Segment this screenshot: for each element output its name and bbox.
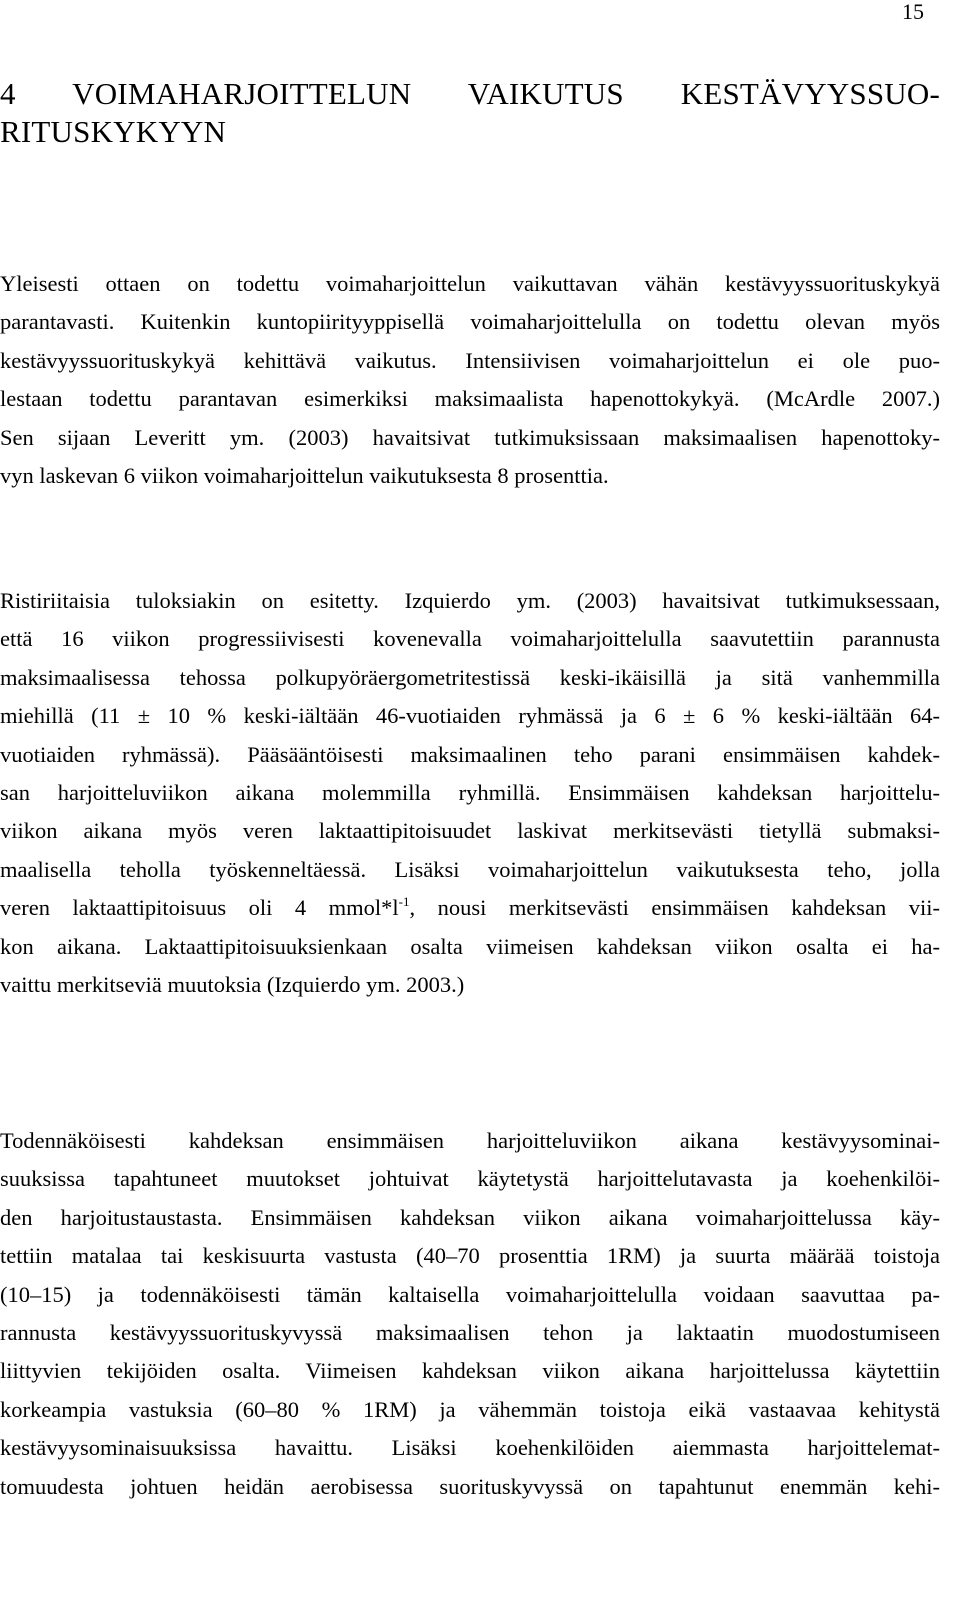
page-number: 15 xyxy=(902,0,924,24)
paragraph-line: vuotiaiden ryhmässä). Pääsääntöisesti maksimaalinen teho parani ensimmäisen kahdek- xyxy=(0,741,940,767)
paragraph-line: viikon aikana myös veren laktaattipitoisuudet laskivat merkitsevästi tietyllä submaksi- xyxy=(0,818,940,844)
paragraph-line: tettiin matalaa tai keskisuurta vastusta (40–70 prosenttia 1RM) ja suurta määrää toistoja xyxy=(0,1243,940,1269)
chapter-heading xyxy=(0,66,940,150)
paragraph-line: maksimaalisessa tehossa polkupyöräergometritestissä keski-ikäisillä ja sitä vanhemmilla xyxy=(0,664,940,690)
paragraph-line: Yleisesti ottaen on todettu voimaharjoittelun vaikuttavan vähän kestävyyssuorituskykyä xyxy=(0,271,940,296)
paragraph-line: parantavasti. Kuitenkin kuntopiirityyppisellä voimaharjoittelulla on todettu olevan myös xyxy=(0,309,940,335)
paragraph-line: liittyvien tekijöiden osalta. Viimeisen kahdeksan viikon aikana harjoittelussa käytettiin xyxy=(0,1358,940,1384)
chapter-heading-line-2: RITUSKYKYYN xyxy=(0,114,227,150)
paragraph-line: tomuudesta johtuen heidän aerobisessa suorituskyvyssä on tapahtunut enemmän kehi- xyxy=(0,1473,940,1499)
paragraph-line: vyn laskevan 6 viikon voimaharjoittelun vaikutuksesta 8 prosenttia. xyxy=(0,462,609,488)
paragraph-line: lestaan todettu parantavan esimerkiksi maksimaalista hapenottokykyä. (McArdle 2007.) xyxy=(0,386,940,412)
line-text: veren laktaattipitoisuus oli 4 mmol*l xyxy=(0,895,399,921)
paragraph-line: kestävyyssuorituskykyä kehittävä vaikutus. Intensiivisen voimaharjoittelun ei ole puo- xyxy=(0,347,940,373)
paragraph-line: vaittu merkitseviä muutoksia (Izquierdo ym. 2003.) xyxy=(0,971,465,997)
paragraph-line: miehillä (11 ± 10 % keski-iältään 46-vuotiaiden ryhmässä ja 6 ± 6 % keski-iältään 64- xyxy=(0,703,940,729)
superscript: -1 xyxy=(398,894,410,910)
chapter-heading-line-1: 4 VOIMAHARJOITTELUN VAIKUTUS KESTÄVYYSSUO- xyxy=(0,76,940,111)
paragraph-line: suuksissa tapahtuneet muutokset johtuivat käytetystä harjoittelutavasta ja koehenkilöi- xyxy=(0,1166,940,1192)
paragraph-line: korkeampia vastuksia (60–80 % 1RM) ja vähemmän toistoja eikä vastaavaa kehitystä xyxy=(0,1396,940,1422)
paragraph-line-with-superscript xyxy=(0,889,940,927)
paragraph-line: san harjoitteluviikon aikana molemmilla ryhmillä. Ensimmäisen kahdeksan harjoittelu- xyxy=(0,779,940,805)
paragraph-2 xyxy=(0,582,940,1004)
paragraph-line: maalisella teholla työskenneltäessä. Lisäksi voimaharjoittelun vaikutuksesta teho, jolla xyxy=(0,856,940,882)
paragraph-1 xyxy=(0,265,940,495)
paragraph-line: kon aikana. Laktaattipitoisuuksienkaan osalta viimeisen kahdeksan viikon osalta ei ha- xyxy=(0,933,940,959)
paragraph-3 xyxy=(0,1122,940,1506)
paragraph-line: kestävyysominaisuuksissa havaittu. Lisäksi koehenkilöiden aiemmasta harjoittelemat- xyxy=(0,1435,940,1461)
paragraph-line: rannusta kestävyyssuorituskyvyssä maksimaalisen tehon ja laktaatin muodostumiseen xyxy=(0,1319,940,1345)
paragraph-line: (10–15) ja todennäköisesti tämän kaltaisella voimaharjoittelulla voidaan saavuttaa pa- xyxy=(0,1281,940,1307)
paragraph-line: Sen sijaan Leveritt ym. (2003) havaitsivat tutkimuksissaan maksimaalisen hapenottoky- xyxy=(0,424,940,450)
paragraph-line: Ristiriitaisia tuloksiakin on esitetty. Izquierdo ym. (2003) havaitsivat tutkimuksessaan, xyxy=(0,588,940,613)
paragraph-line: Todennäköisesti kahdeksan ensimmäisen harjoitteluviikon aikana kestävyysominai- xyxy=(0,1128,940,1153)
paragraph-line: että 16 viikon progressiivisesti kovenevalla voimaharjoittelulla saavutettiin parannusta xyxy=(0,626,940,652)
line-text: , nousi merkitsevästi ensimmäisen kahdeksan vii- xyxy=(409,895,940,921)
paragraph-line: den harjoitustaustasta. Ensimmäisen kahdeksan viikon aikana voimaharjoittelussa käy- xyxy=(0,1204,940,1230)
